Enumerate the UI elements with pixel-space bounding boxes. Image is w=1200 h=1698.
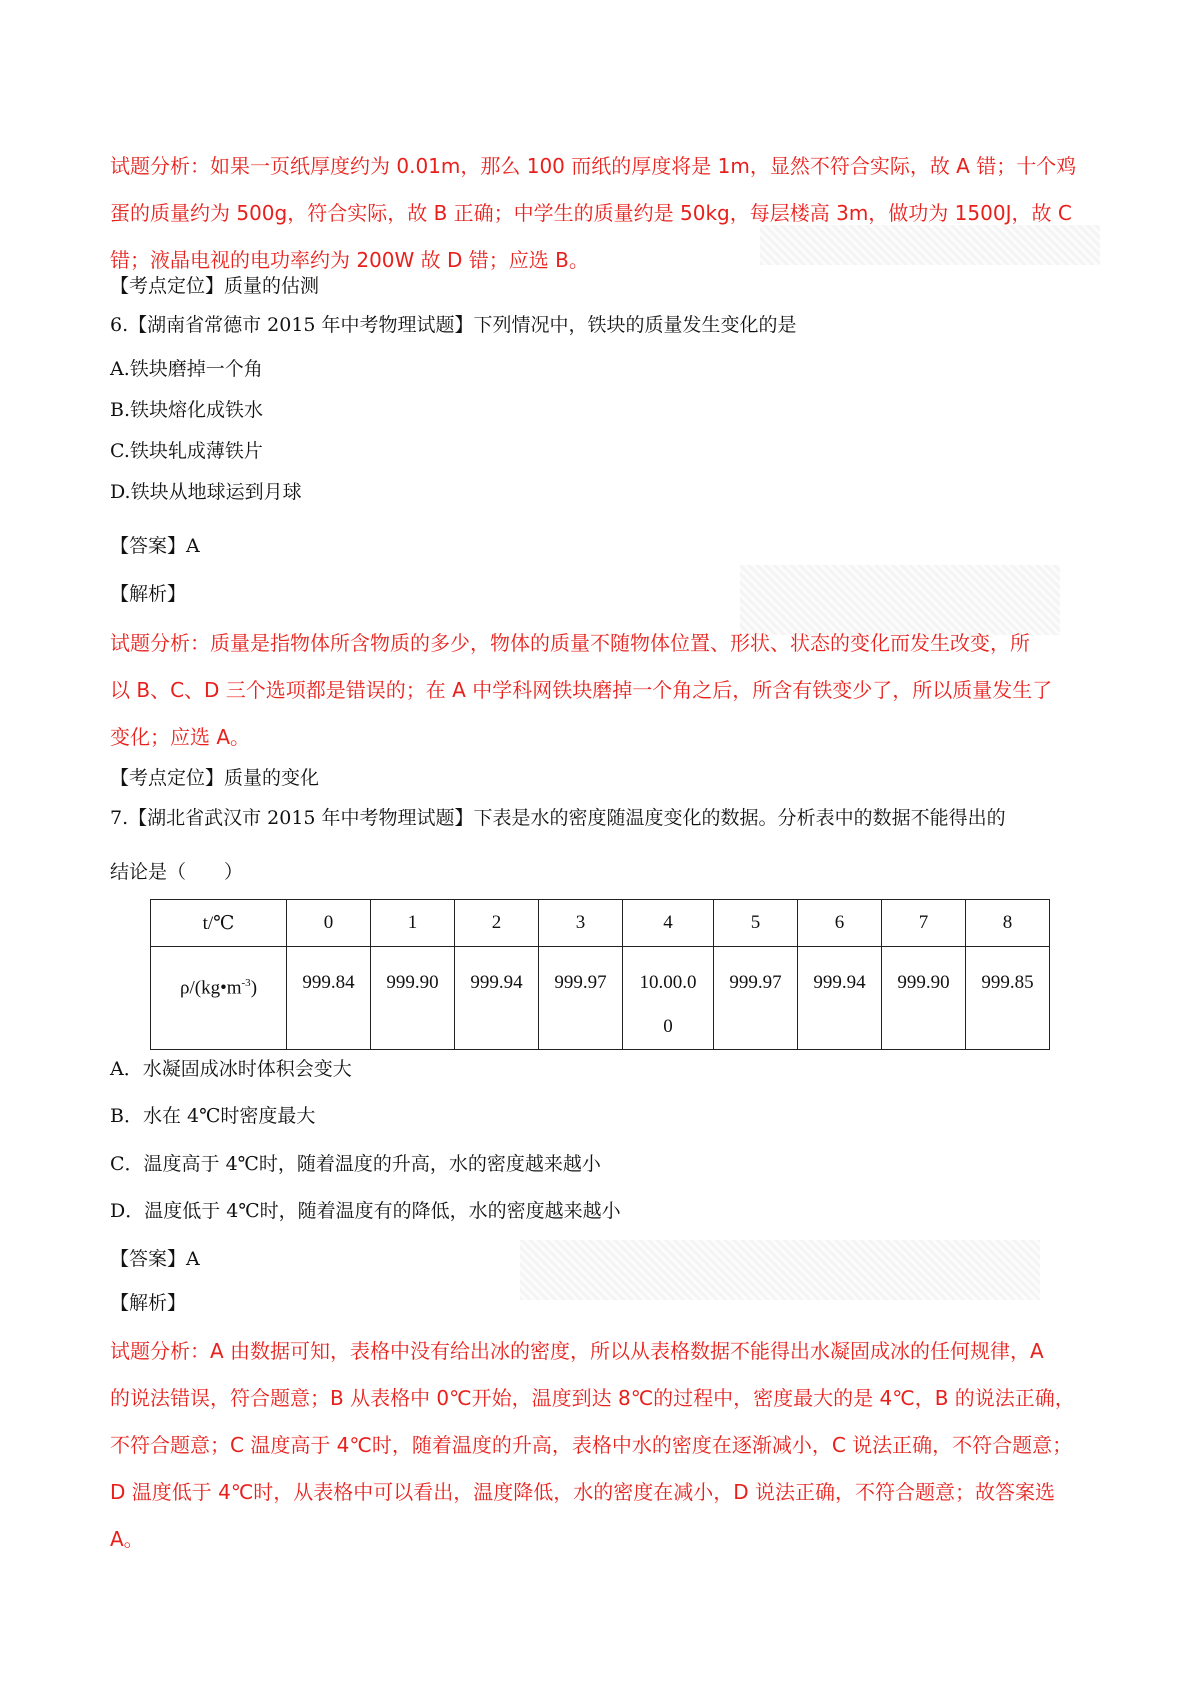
q6-answer: 【答案】A	[110, 535, 200, 557]
q6-point: 【考点定位】质量的变化	[110, 767, 320, 789]
table-cell: 5	[714, 900, 798, 947]
table-cell: 999.90	[371, 947, 455, 1050]
q6-option-c: C.铁块轧成薄铁片	[110, 440, 263, 462]
row-label-end: )	[250, 977, 258, 999]
q7-analysis-line: A。	[110, 1527, 144, 1551]
q7-analysis	[110, 1328, 1100, 1563]
q7-analysis-label: 【解析】	[110, 1292, 187, 1314]
table-cell: 999.97	[539, 947, 623, 1050]
q7-option-a: A．水凝固成冰时体积会变大	[110, 1058, 352, 1080]
watermark	[520, 1240, 1040, 1300]
q6-analysis-line: 试题分析：质量是指物体所含物质的多少，物体的质量不随物体位置、形状、状态的变化而发生改变，所	[110, 631, 1030, 655]
table-header-cell	[151, 947, 287, 1050]
q7-analysis-line: D 温度低于 4℃时，从表格中可以看出，温度降低，水的密度在减小，D 说法正确，不符合题意；故答案选	[110, 1480, 1056, 1504]
table-cell: 6	[798, 900, 882, 947]
q5-analysis-line: 错；液晶电视的电功率约为 200W 故 D 错；应选 B。	[110, 248, 589, 272]
q6-analysis-line: 以 B、C、D 三个选项都是错误的；在 A 中学科网铁块磨掉一个角之后，所含有铁变少了，所以质量发生了	[110, 678, 1053, 702]
table-row	[151, 900, 1050, 947]
q7-option-c: C．温度高于 4℃时，随着温度的升高，水的密度越来越小	[110, 1153, 601, 1175]
q6-analysis	[110, 620, 1100, 761]
q6-option-a: A.铁块磨掉一个角	[110, 358, 263, 380]
cell-text-cont: 0	[663, 1016, 673, 1037]
q7-option-b: B．水在 4℃时密度最大	[110, 1105, 316, 1127]
table-cell: 999.94	[455, 947, 539, 1050]
q6-stem: 6.【湖南省常德市 2015 年中考物理试题】下列情况中，铁块的质量发生变化的是	[110, 314, 797, 336]
density-table	[150, 899, 1050, 1050]
q7-answer: 【答案】A	[110, 1248, 200, 1270]
table-cell: 4	[623, 900, 714, 947]
q5-analysis-line: 试题分析：如果一页纸厚度约为 0.01m，那么 100 而纸的厚度将是 1m，显然不符合实际，故 A 错；十个鸡	[110, 154, 1077, 178]
q7-stem-line2: 结论是（ ）	[110, 861, 244, 883]
q7-option-d: D．温度低于 4℃时，随着温度有的降低，水的密度越来越小	[110, 1200, 621, 1222]
table-cell: 2	[455, 900, 539, 947]
q7-stem-line1: 7.【湖北省武汉市 2015 年中考物理试题】下表是水的密度随温度变化的数据。分析表中的数据不能得出的	[110, 807, 1006, 829]
q5-analysis-line: 蛋的质量约为 500g，符合实际，故 B 正确；中学生的质量约是 50kg，每层楼高 3m，做功为 1500J，故 C	[110, 201, 1072, 225]
q5-analysis	[110, 143, 1100, 284]
table-cell: 999.97	[714, 947, 798, 1050]
table-row	[151, 947, 1050, 1050]
table-cell	[623, 947, 714, 1050]
q7-analysis-line: 试题分析：A 由数据可知，表格中没有给出冰的密度，所以从表格数据不能得出水凝固成冰的任何规律，A	[110, 1339, 1044, 1363]
table-cell: 999.85	[966, 947, 1050, 1050]
table-cell: 999.94	[798, 947, 882, 1050]
q7-analysis-line: 的说法错误，符合题意；B 从表格中 0℃开始，温度到达 8℃的过程中，密度最大的是 4℃，B 的说法正确，	[110, 1386, 1075, 1410]
table-cell: 999.90	[882, 947, 966, 1050]
cell-text: 10.00.0	[639, 972, 697, 993]
q6-option-b: B.铁块熔化成铁水	[110, 399, 264, 421]
table-cell: 7	[882, 900, 966, 947]
table-cell: 1	[371, 900, 455, 947]
table-cell: 8	[966, 900, 1050, 947]
q6-analysis-line: 变化；应选 A。	[110, 725, 251, 749]
table-cell: 3	[539, 900, 623, 947]
q7-analysis-line: 不符合题意；C 温度高于 4℃时，随着温度的升高，表格中水的密度在逐渐减小，C 说法正确，不符合题意；	[110, 1433, 1073, 1457]
table-cell: 0	[287, 900, 371, 947]
q6-analysis-label: 【解析】	[110, 583, 187, 605]
table-cell: 999.84	[287, 947, 371, 1050]
q5-point: 【考点定位】质量的估测	[110, 275, 320, 297]
row-label: ρ/(kg•m	[179, 977, 242, 999]
table-header-cell: t/℃	[151, 900, 287, 947]
row-label-exponent: -3	[241, 977, 251, 989]
q6-option-d: D.铁块从地球运到月球	[110, 481, 302, 503]
